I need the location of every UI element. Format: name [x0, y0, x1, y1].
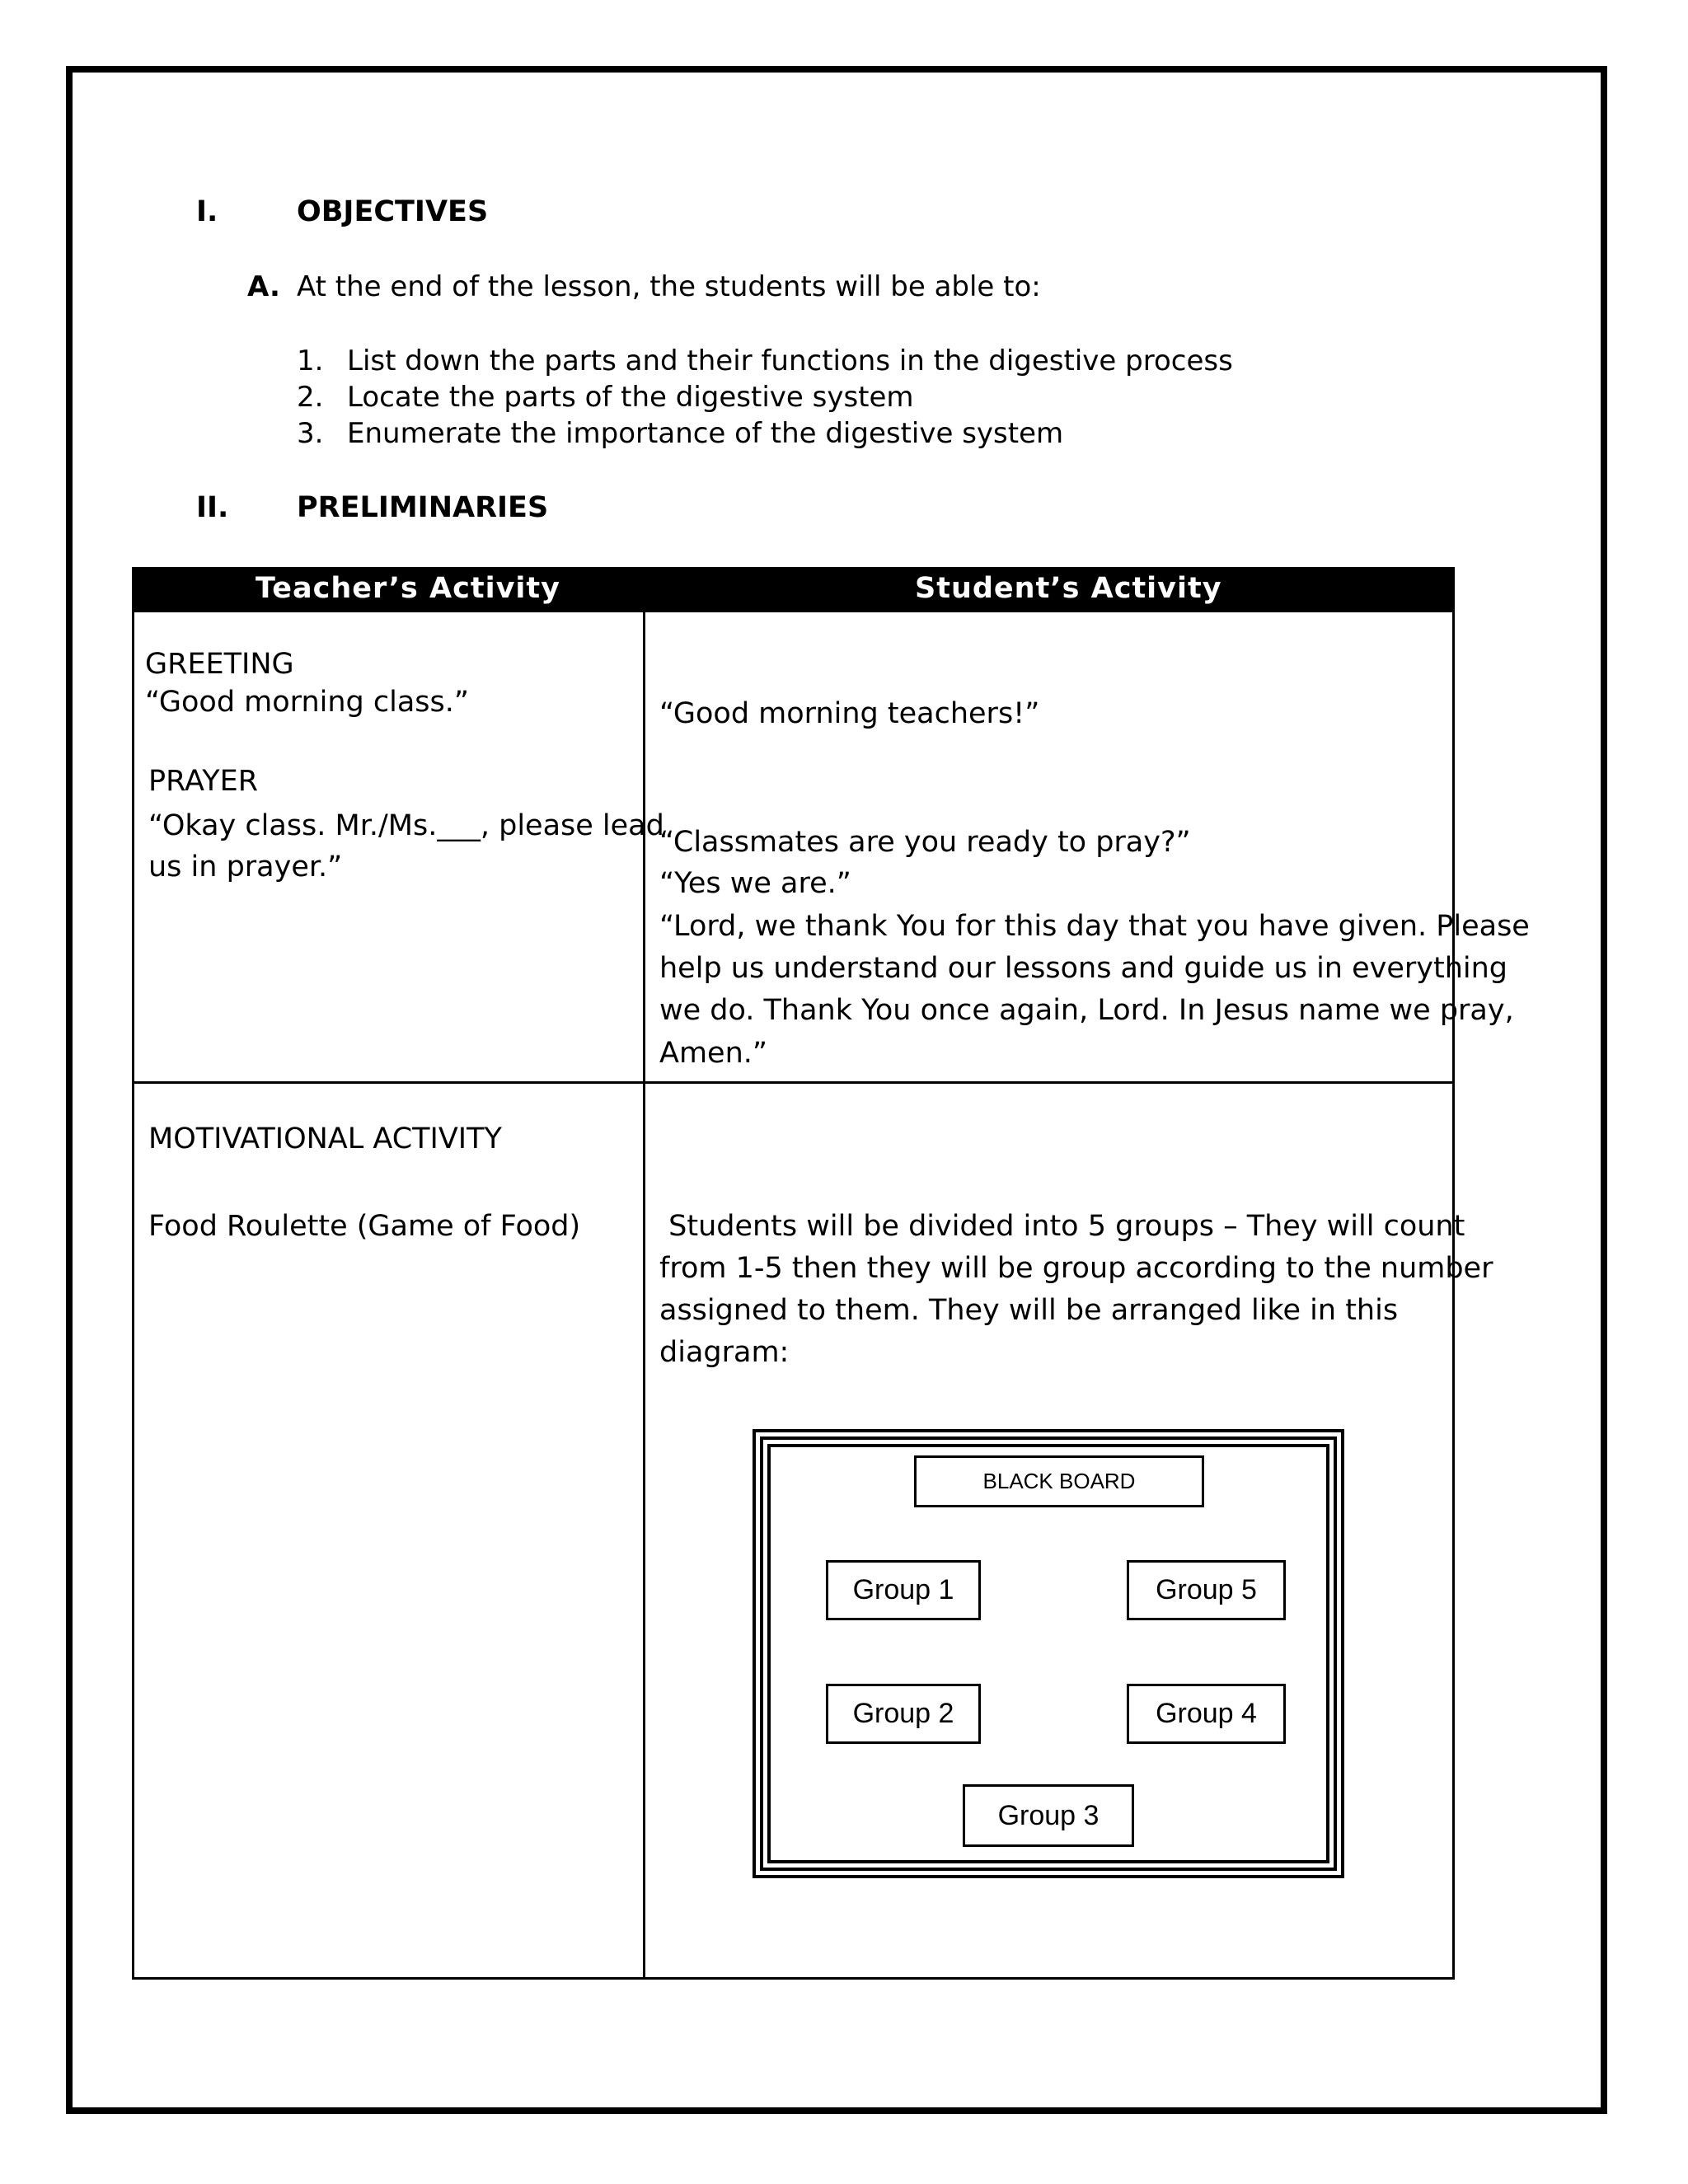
motivation-label: MOTIVATIONAL ACTIVITY	[148, 1122, 502, 1155]
section-numeral-preliminaries: II.	[196, 491, 229, 524]
motivation-student-line: Students will be divided into 5 groups – They will count	[659, 1210, 1465, 1243]
header-teacher-activity: Teacher’s Activity	[256, 572, 560, 605]
section-heading-preliminaries: PRELIMINARIES	[297, 491, 549, 524]
objective-num: 3.	[297, 417, 324, 450]
motivation-student-line: diagram:	[659, 1336, 790, 1369]
section-heading-objectives: OBJECTIVES	[297, 195, 489, 228]
group-4-box: Group 4	[1127, 1684, 1286, 1744]
greeting-student-line: “Good morning teachers!”	[659, 697, 1040, 730]
black-board-box: BLACK BOARD	[914, 1455, 1204, 1507]
prayer-label: PRAYER	[148, 765, 259, 798]
group-5-box: Group 5	[1127, 1560, 1286, 1620]
greeting-label: GREETING	[145, 648, 294, 681]
motivation-student-line: from 1-5 then they will be group according to the number	[659, 1252, 1493, 1285]
prayer-student-line: “Lord, we thank You for this day that you have given. Please	[659, 910, 1530, 943]
objective-item: Locate the parts of the digestive system	[347, 381, 914, 414]
greeting-teacher-line: “Good morning class.”	[145, 686, 470, 719]
motivation-teacher-line: Food Roulette (Game of Food)	[148, 1210, 581, 1243]
table-row-divider	[132, 1081, 1455, 1084]
prayer-student-line: we do. Thank You once again, Lord. In Jesus name we pray,	[659, 994, 1514, 1027]
section-numeral-objectives: I.	[196, 195, 218, 228]
group-1-box: Group 1	[826, 1560, 981, 1620]
group-3-box: Group 3	[963, 1784, 1134, 1847]
objective-item: Enumerate the importance of the digestive system	[347, 417, 1064, 450]
subsection-text: At the end of the lesson, the students will be able to:	[297, 270, 1041, 303]
prayer-student-line: “Classmates are you ready to pray?”	[659, 826, 1191, 859]
objective-num: 2.	[297, 381, 324, 414]
prayer-teacher-line: “Okay class. Mr./Ms.___, please lead	[148, 809, 664, 842]
prayer-student-line: help us understand our lessons and guide us in everything	[659, 952, 1508, 985]
prayer-student-line: “Yes we are.”	[659, 867, 851, 900]
header-student-activity: Student’s Activity	[915, 572, 1222, 605]
motivation-student-line: assigned to them. They will be arranged like in this	[659, 1294, 1399, 1327]
objective-num: 1.	[297, 344, 324, 377]
objective-item: List down the parts and their functions in the digestive process	[347, 344, 1233, 377]
prayer-student-line: Amen.”	[659, 1037, 768, 1070]
subsection-letter: A.	[247, 270, 280, 303]
group-2-box: Group 2	[826, 1684, 981, 1744]
prayer-teacher-line: us in prayer.”	[148, 851, 343, 883]
